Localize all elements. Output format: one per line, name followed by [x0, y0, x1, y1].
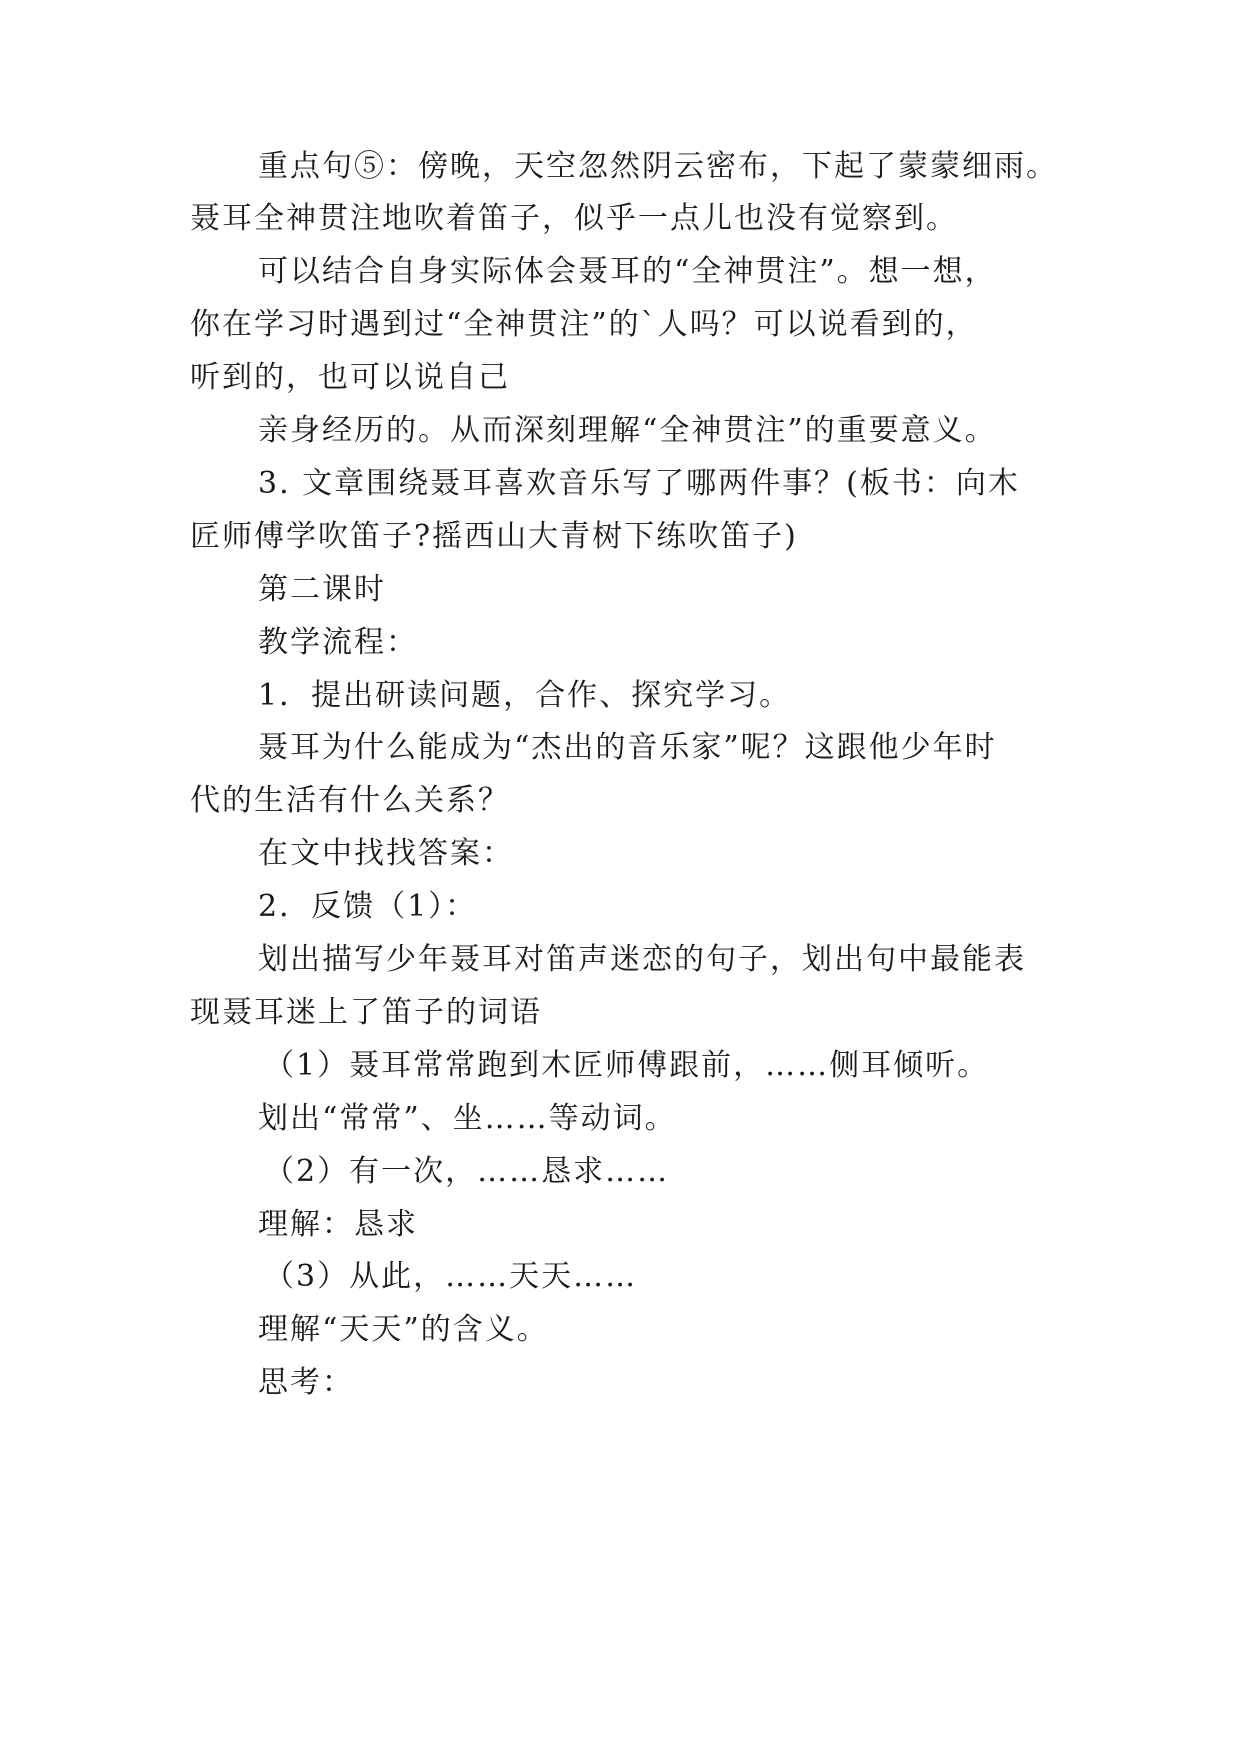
paragraph-line: 可以结合自身实际体会聂耳的“全神贯注”。想一想，	[258, 254, 997, 289]
paragraph-line: 思考：	[258, 1365, 354, 1400]
paragraph-line: （1）聂耳常常跑到木匠师傅跟前，……侧耳倾听。	[264, 1048, 990, 1083]
paragraph-line: 匠师傅学吹笛子?摇西山大青树下练吹笛子)	[190, 519, 798, 554]
paragraph-line: 亲身经历的。从而深刻理解“全神贯注”的重要意义。	[258, 413, 997, 448]
paragraph-line: 2．反馈（1）：	[258, 889, 478, 924]
section-heading: 教学流程：	[258, 625, 418, 660]
paragraph-line: 3. 文章围绕聂耳喜欢音乐写了哪两件事？(板书：向木	[258, 466, 1020, 501]
paragraph-line: 1．提出研读问题，合作、探究学习。	[258, 678, 792, 713]
paragraph-line: 理解：恳求	[258, 1207, 418, 1242]
paragraph-line: 听到的，也可以说自己	[190, 360, 510, 395]
paragraph-line: 理解“天天”的含义。	[258, 1312, 549, 1347]
paragraph-line: （2）有一次，……恳求……	[264, 1154, 670, 1189]
paragraph-line: 聂耳全神贯注地吹着笛子，似乎一点儿也没有觉察到。	[190, 201, 958, 236]
paragraph-line: 现聂耳迷上了笛子的词语	[190, 995, 542, 1030]
paragraph-line: 重点句⑤：傍晚，天空忽然阴云密布，下起了蒙蒙细雨。	[258, 149, 1058, 184]
paragraph-line: 划出描写少年聂耳对笛声迷恋的句子，划出句中最能表	[258, 942, 1026, 977]
section-heading: 第二课时	[258, 572, 386, 607]
paragraph-line: （3）从此，……天天……	[264, 1259, 638, 1294]
paragraph-line: 你在学习时遇到过“全神贯注”的`人吗？可以说看到的，	[190, 307, 978, 342]
paragraph-line: 聂耳为什么能成为“杰出的音乐家”呢？这跟他少年时	[258, 730, 997, 765]
paragraph-line: 在文中找找答案：	[258, 836, 514, 871]
paragraph-line: 划出“常常”、坐……等动词。	[258, 1101, 677, 1136]
paragraph-line: 代的生活有什么关系？	[190, 783, 510, 818]
